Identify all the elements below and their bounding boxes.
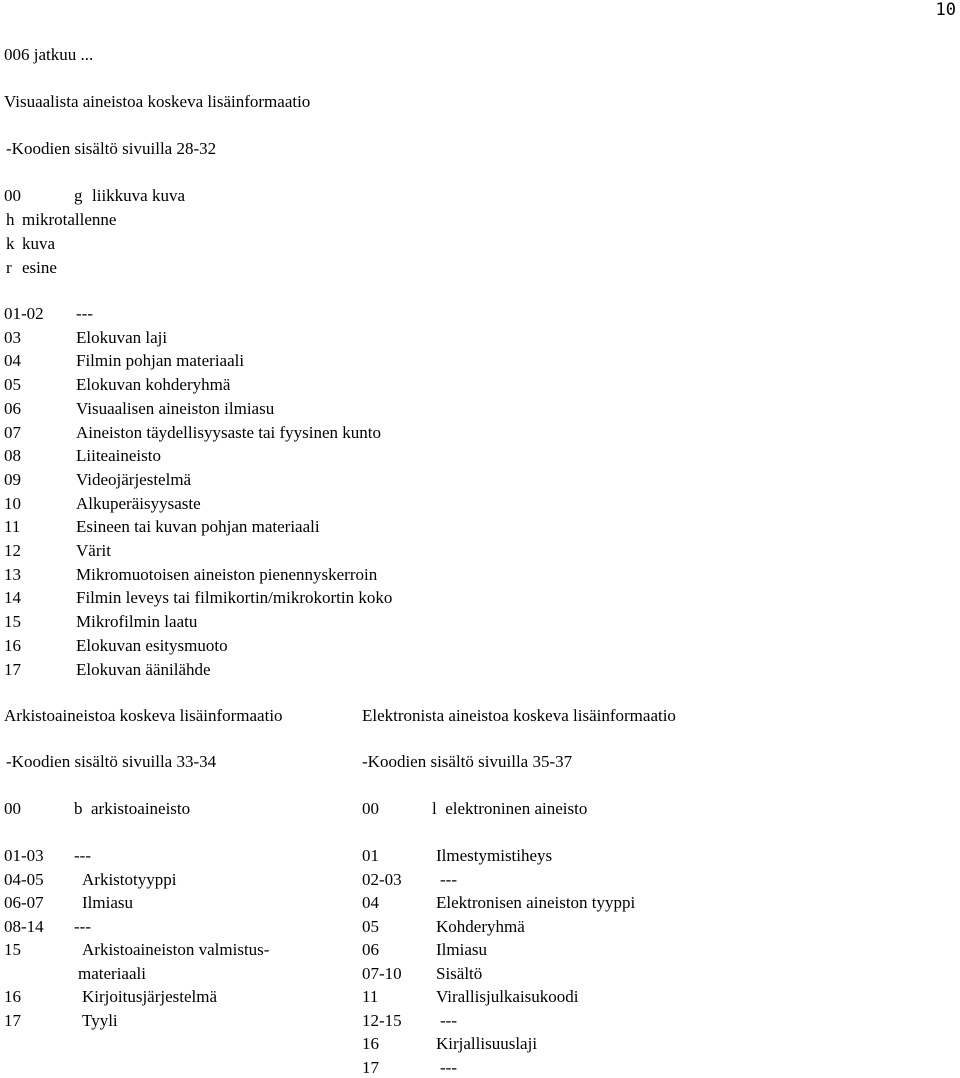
code: 16: [4, 635, 21, 655]
code: 12: [4, 541, 21, 560]
desc: ---: [74, 846, 91, 865]
electronic-ref: -Koodien sisältö sivuilla 35-37: [362, 752, 573, 771]
code: 10: [4, 493, 21, 513]
code: 11: [4, 517, 21, 537]
desc: mikrotallenne: [22, 210, 117, 229]
visual-heading: Visuaalista aineistoa koskeva lisäinformaatio: [4, 92, 311, 111]
archive-ref: -Koodien sisältö sivuilla 33-34: [6, 752, 217, 771]
code: 00: [362, 799, 379, 818]
desc: esine: [22, 258, 57, 277]
code: 15: [4, 940, 21, 959]
desc: Videojärjestelmä: [76, 469, 192, 489]
desc: Elektronisen aineiston tyyppi: [436, 893, 636, 912]
desc: Kohderyhmä: [436, 916, 525, 936]
desc: Kirjoitusjärjestelmä: [82, 987, 218, 1006]
letter: h: [6, 210, 15, 229]
desc: Elokuvan kohderyhmä: [76, 375, 231, 395]
letter: r: [6, 258, 12, 277]
code: 02-03: [362, 869, 402, 889]
desc: ---: [440, 1010, 457, 1030]
desc: elektroninen aineisto: [445, 799, 588, 818]
code: 03: [4, 327, 21, 347]
code: 01-03: [4, 846, 44, 865]
code: 00: [4, 186, 21, 205]
code: 00: [4, 799, 21, 818]
desc: Arkistotyyppi: [82, 869, 177, 889]
code: 06: [4, 398, 21, 418]
archive-heading: Arkistoaineistoa koskeva lisäinformaatio: [4, 706, 283, 725]
desc: Kirjallisuuslaji: [436, 1034, 538, 1053]
continued-label: 006 jatkuu ...: [4, 45, 94, 64]
electronic-code00: [362, 799, 379, 819]
desc: Elokuvan laji: [76, 327, 168, 347]
desc: Elokuvan esitysmuoto: [76, 635, 228, 655]
code: 01-02: [4, 304, 44, 323]
letter: b: [74, 799, 83, 818]
desc: Värit: [76, 541, 111, 560]
desc: Filmin pohjan materiaali: [76, 351, 245, 371]
desc: Filmin leveys tai filmikortin/mikrokortin koko: [76, 588, 393, 608]
desc: Liiteaineisto: [76, 446, 161, 466]
code: 05: [4, 375, 21, 395]
desc: Virallisjulkaisukoodi: [436, 987, 579, 1006]
code: 12-15: [362, 1010, 402, 1030]
desc: Tyyli: [82, 1010, 118, 1030]
desc: ---: [76, 304, 93, 323]
desc: ---: [440, 1057, 457, 1077]
desc: Mikrofilmin laatu: [76, 612, 198, 632]
desc: Visuaalisen aineiston ilmiasu: [76, 398, 275, 418]
desc: Arkistoaineiston valmistus-: [82, 940, 270, 959]
code: 08-14: [4, 916, 44, 936]
code: 05: [362, 916, 379, 936]
code: 08: [4, 446, 21, 466]
code: 06: [362, 940, 379, 959]
code: 17: [4, 659, 21, 679]
desc: ---: [440, 869, 457, 889]
code: 16: [362, 1034, 379, 1053]
code: 16: [4, 987, 21, 1006]
desc: Ilmiasu: [436, 940, 487, 959]
desc: Sisältö: [436, 963, 483, 983]
electronic-code00-desc: [432, 799, 587, 819]
desc: liikkuva kuva: [92, 186, 186, 205]
code: 17: [4, 1010, 21, 1030]
code: 01: [362, 846, 379, 865]
letter: l: [432, 799, 437, 818]
code: 15: [4, 612, 21, 632]
code: 04: [362, 893, 379, 912]
desc: Aineiston täydellisyysaste tai fyysinen kunto: [76, 422, 382, 442]
desc: kuva: [22, 234, 56, 253]
code: 04: [4, 351, 21, 371]
desc: Esineen tai kuvan pohjan materiaali: [76, 517, 320, 537]
code: 06-07: [4, 893, 44, 912]
archive-code00-desc: [74, 799, 190, 819]
electronic-heading: Elektronista aineistoa koskeva lisäinformaatio: [362, 706, 676, 725]
code: 07-10: [362, 963, 402, 983]
code: 09: [4, 469, 21, 489]
desc: Elokuvan äänilähde: [76, 659, 211, 679]
code: 11: [362, 987, 379, 1006]
desc: Ilmestymistiheys: [436, 846, 553, 865]
code: 13: [4, 564, 21, 584]
letter: k: [6, 234, 15, 253]
visual-ref: -Koodien sisältö sivuilla 28-32: [6, 139, 217, 158]
code: 04-05: [4, 869, 44, 889]
letter: g: [74, 186, 83, 205]
page-number: 10: [935, 0, 956, 20]
code: 07: [4, 422, 21, 442]
desc: Mikromuotoisen aineiston pienennyskerroin: [76, 564, 378, 584]
desc: Alkuperäisyysaste: [76, 493, 201, 513]
archive-code00: [4, 799, 21, 819]
code: 17: [362, 1057, 379, 1077]
code: 14: [4, 588, 21, 608]
desc: materiaali: [78, 963, 146, 983]
desc: Ilmiasu: [82, 893, 133, 912]
desc: arkistoaineisto: [91, 799, 191, 818]
desc: ---: [74, 916, 91, 936]
